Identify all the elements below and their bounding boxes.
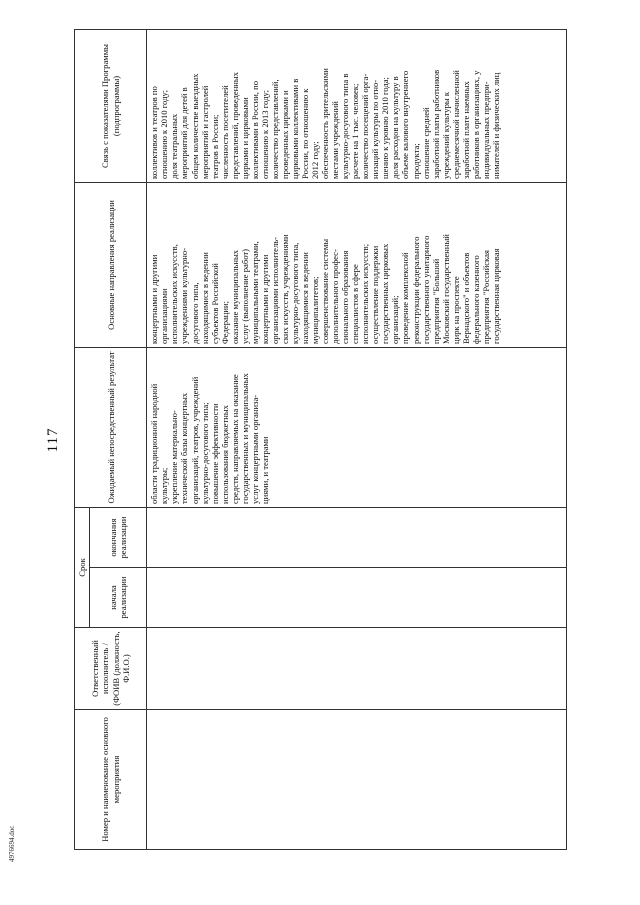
cell-text-line: продукта; xyxy=(410,143,421,179)
page-number: 117 xyxy=(45,427,61,453)
table-row xyxy=(147,29,567,849)
cell-text-line: концертными и другими xyxy=(259,254,270,344)
header-directions: Основные направления реализации xyxy=(75,182,147,347)
cell-text-line: среднемесячной начисленной xyxy=(450,70,461,179)
cell-text-line: предприятия "Большой xyxy=(430,258,441,344)
cell-text-line: низаций культуры по отно- xyxy=(370,79,381,179)
cell-text-line: учреждений культуры к xyxy=(440,91,451,179)
cell-text-line: учреждениями культурно- xyxy=(179,247,190,344)
cell-text-line: общем количестве выездных xyxy=(189,73,200,179)
cell-text-line: Московский государственный xyxy=(440,234,451,344)
cell-text-line: сионального образования xyxy=(340,250,351,344)
cell-text-line: повышение эффективности xyxy=(209,403,220,504)
cell-text-line: коллективами в России, по xyxy=(249,81,260,179)
header-link: Связь с показателями Программы (подпрограммы) xyxy=(75,29,147,182)
cell-text-line: культуры; xyxy=(159,467,170,504)
cell-text-line: мероприятий для детей в xyxy=(179,87,190,179)
cell-text-line: доля театральных xyxy=(169,113,180,179)
rotated-page xyxy=(40,30,600,850)
cell-text-line: осуществление поддержки xyxy=(370,245,381,344)
cell-text-line: находящимися в ведении xyxy=(199,252,210,344)
cell-text-line: укрепление материально- xyxy=(169,410,180,504)
cell-term-start xyxy=(147,568,567,628)
cell-text-line: Федерации; xyxy=(219,301,230,344)
cell-text-line: государственного унитарного xyxy=(420,235,431,344)
cell-text-line: культурно-досугового типа в xyxy=(340,73,351,179)
cell-text-line: России, по отношению к xyxy=(300,88,311,179)
cell-text-line: технической базы концертных xyxy=(179,392,190,504)
cell-text-line: организаций, театров, учреждений xyxy=(189,376,200,504)
cell-text-line: досугового типа, xyxy=(189,282,200,344)
cell-text-line: оказание муниципальных xyxy=(229,249,240,344)
cell-text-line: численность посетителей xyxy=(219,85,230,179)
cell-text-line: театров в России; xyxy=(209,114,220,179)
cell-text-line: муниципальными театрами, xyxy=(249,241,260,344)
cell-text-line: государственная цирковая xyxy=(490,248,501,344)
cell-text-line: нимателей и физических лиц xyxy=(490,72,501,179)
cell-text-line: цирками и цирковыми xyxy=(239,97,250,179)
cell-text-line: отношение средней xyxy=(420,107,431,179)
cell-link xyxy=(147,29,567,182)
cell-text-line: индивидуальных предпри- xyxy=(480,81,491,179)
cell-text-line: Вернадского" и объектов xyxy=(460,252,471,344)
cell-text-line: проведение комплексной xyxy=(400,252,411,344)
cell-text-line: доля расходов на культуру в xyxy=(390,76,401,179)
cell-text-line: работников в организациях, у xyxy=(470,70,481,179)
cell-text-line: количество посещений орга- xyxy=(360,73,371,179)
cell-text-line: организациями xyxy=(159,288,170,344)
cell-text-line: заработной платы работников xyxy=(430,69,441,179)
header-row-1 xyxy=(75,29,90,849)
cell-text-line: реконструкции федерального xyxy=(410,236,421,344)
cell-term-end xyxy=(147,507,567,567)
cell-text-line: специалистов в сфере xyxy=(350,264,361,344)
cell-text-line: культурно-досугового типа; xyxy=(199,402,210,504)
header-term-start: начала реализации xyxy=(90,568,147,628)
cell-text-line: объеме валового внутреннего xyxy=(400,70,411,179)
cell-text-line: местами учреждений xyxy=(330,101,341,179)
cell-text-line: государственных и муниципальных xyxy=(239,373,250,504)
cell-text-line: культурно-досугового типа, xyxy=(289,242,300,344)
cell-text-line: муниципалитетов; xyxy=(310,276,321,344)
cell-text-line: отношению к 2010 году; xyxy=(159,89,170,179)
cell-text-line: заработной плате наемных xyxy=(460,81,471,179)
cell-text-line: проведенных цирками и xyxy=(279,90,290,179)
cell-text-line: циями, и театрами xyxy=(259,436,270,504)
header-result: Ожидаемый непосредственный результат xyxy=(75,347,147,507)
cell-text-line: коллективов и театров по xyxy=(149,86,160,179)
cell-text-line: количество представлений, xyxy=(269,79,280,179)
document-code: 4976694.doc xyxy=(8,825,16,862)
cell-text-line: услуг (выполнение работ) xyxy=(239,248,250,344)
cell-text-line: 2012 году; xyxy=(310,141,321,179)
cell-text-line: услуг концертными организа- xyxy=(249,394,260,504)
cell-text-line: обеспеченность зрительскими xyxy=(320,68,331,179)
cell-text-line: находящимися в ведении xyxy=(300,252,311,344)
cell-text-line: исполнительских искусств, xyxy=(169,244,180,344)
cell-text-line: мероприятий и гастролей xyxy=(199,85,210,179)
cell-directions xyxy=(147,182,567,347)
cell-text-line: организациями исполнитель- xyxy=(269,236,280,344)
header-term: Срок xyxy=(75,507,90,627)
cell-text-line: расчете на 1 тыс. человек; xyxy=(350,83,361,179)
header-measure: Номер и наименование основного мероприятия xyxy=(75,710,147,850)
cell-text-line: цирковыми коллективами в xyxy=(289,78,300,179)
cell-text-line: концертными и другими xyxy=(149,254,160,344)
cell-executor xyxy=(147,628,567,710)
header-executor: Ответственный исполнитель / (ФОИВ (должность, Ф.И.О.) xyxy=(75,628,147,710)
cell-text-line: использования бюджетных xyxy=(219,405,230,504)
cell-text-line: дополнительного профес- xyxy=(330,249,341,344)
header-term-end: окончания реализации xyxy=(90,507,147,567)
cell-text-line: шению к уровню 2010 года; xyxy=(380,77,391,179)
cell-text-line: предприятия "Российская xyxy=(480,250,491,344)
cell-text-line: исполнительских искусств; xyxy=(360,243,371,344)
cell-text-line: представлений, проведенных xyxy=(229,72,240,179)
cell-text-line: государственных цирковых xyxy=(380,243,391,344)
program-table xyxy=(74,29,567,850)
cell-text-line: отношению к 2013 году; xyxy=(259,89,270,179)
cell-text-line: цирк на проспекте xyxy=(450,276,461,344)
cell-text-line: средств, направляемых на оказание xyxy=(229,374,240,504)
cell-text-line: области традиционной народной xyxy=(149,383,160,504)
cell-measure xyxy=(147,710,567,850)
cell-text-line: организаций; xyxy=(390,295,401,344)
cell-text-line: субъектов Российской xyxy=(209,263,220,344)
cell-text-line: ских искусств, учреждениями xyxy=(279,234,290,344)
cell-text-line: совершенствование системы xyxy=(320,238,331,344)
cell-result xyxy=(147,347,567,507)
cell-text-line: федерального казенного xyxy=(470,255,481,344)
